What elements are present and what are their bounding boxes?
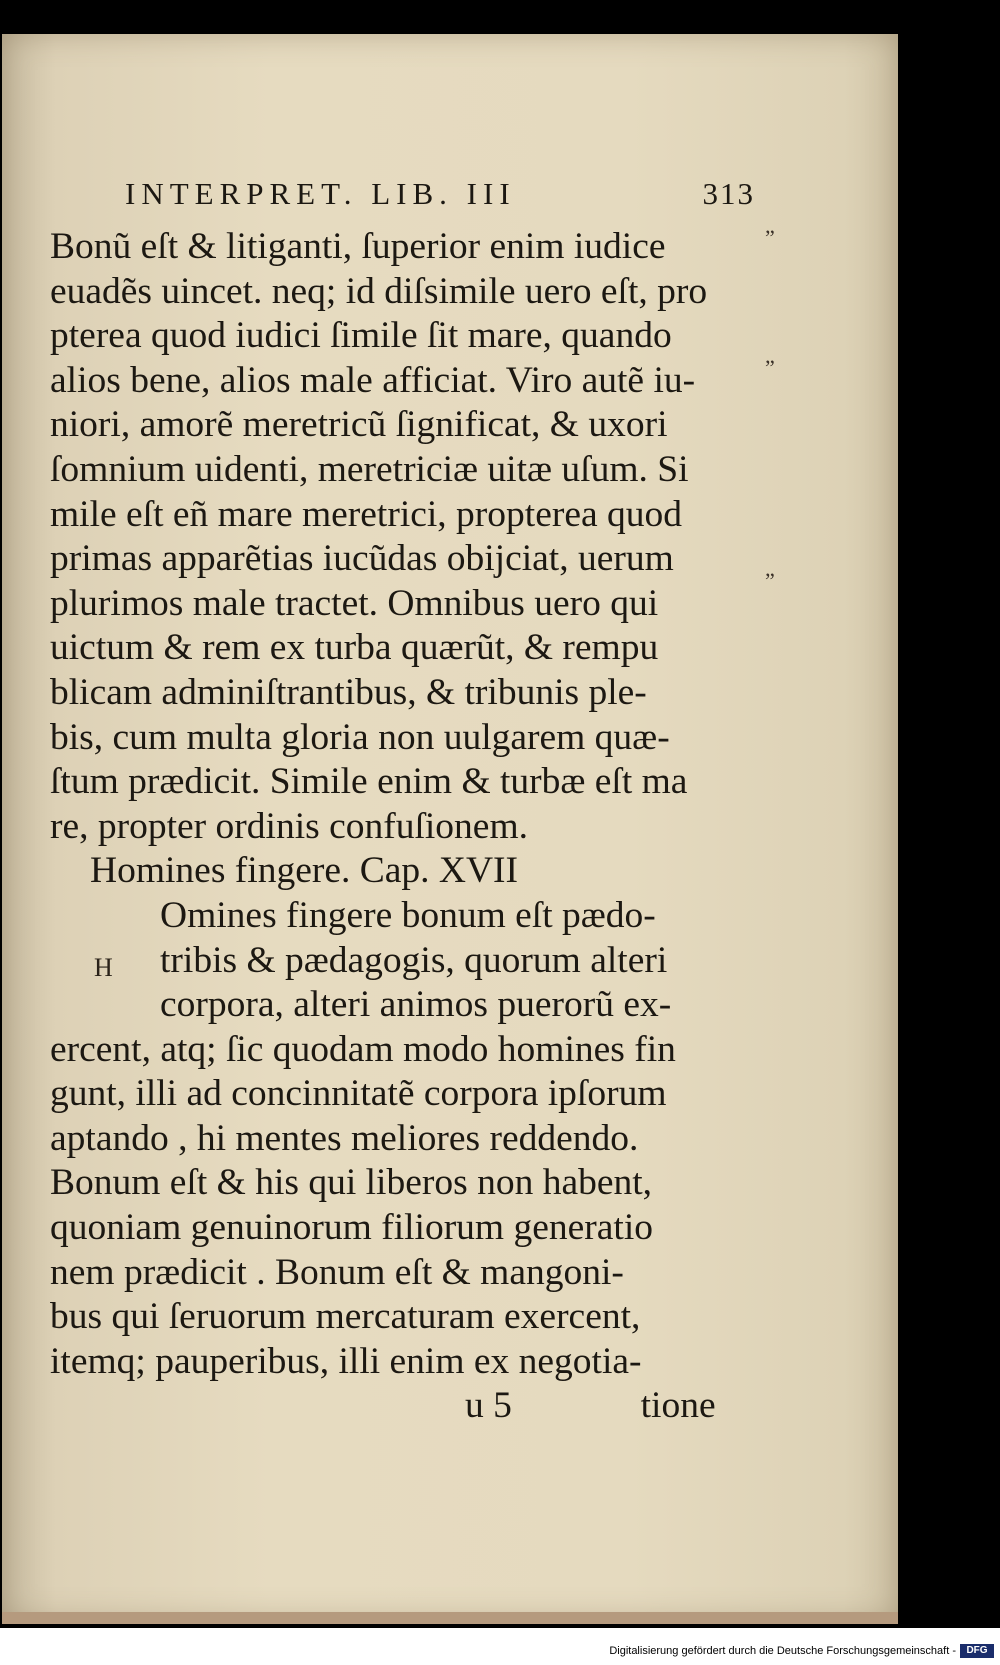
text-line: quoniam genuinorum filiorum generatio — [50, 1207, 653, 1249]
running-title: INTERPRET. LIB. III — [125, 176, 516, 211]
text-line: blicam adminiſtrantibus, & tribunis ple- — [50, 671, 647, 713]
text-line: Omines fingere bonum eſt pædo- — [160, 894, 656, 936]
body-text — [50, 225, 760, 1429]
text-line: niori, amorẽ meretricũ ſignificat, & uxori — [50, 404, 668, 446]
text-line: corpora, alteri animos puerorũ ex- — [160, 984, 672, 1026]
text-line: mile eſt eñ mare meretrici, propterea quod — [50, 493, 683, 535]
dfg-logo: DFG — [960, 1644, 994, 1658]
catchword: tione — [640, 1385, 716, 1427]
text-line: Bonum eſt & his qui liberos non habent, — [50, 1162, 653, 1204]
text-line: bus qui ſeruorum mercaturam exercent, — [50, 1296, 641, 1338]
text-line: nem prædicit . Bonum eſt & mangoni- — [50, 1251, 624, 1293]
chapter-heading: Homines fingere. Cap. XVII — [90, 850, 519, 892]
text-line: itemq; pauperibus, illi enim ex negotia- — [50, 1340, 642, 1382]
text-line: re, propter ordinis confuſionem. — [50, 805, 528, 847]
text-line: bis, cum multa gloria non uulgarem quæ- — [50, 716, 670, 758]
page-edge — [2, 1612, 898, 1624]
margin-quote-mark: ” — [765, 355, 775, 380]
text-line: aptando , hi mentes meliores reddendo. — [50, 1117, 639, 1159]
text-line: Bonũ eſt & litiganti, ſuperior enim iudice — [50, 226, 666, 267]
margin-quote-mark: ” — [765, 568, 775, 593]
text-line: tribis & pædagogis, quorum alteri — [160, 939, 668, 981]
text-line: ſtum prædicit. Simile enim & turbæ eſt ma — [50, 761, 688, 803]
text-line: gunt, illi ad concinnitatẽ corpora ipſorum — [50, 1073, 667, 1115]
running-head — [125, 176, 755, 212]
text-line: pterea quod iudici ſimile ſit mare, quando — [50, 315, 672, 357]
folio-number: 313 — [702, 176, 755, 211]
drop-initial: H — [94, 953, 113, 982]
text-line: ercent, atq; ſic quodam modo homines fin — [50, 1028, 676, 1070]
text-line: primas apparẽtias iucũdas obijciat, uerum — [50, 538, 674, 580]
signature-line — [50, 1384, 760, 1429]
text-line: alios bene, alios male afficiat. Viro autẽ iu- — [50, 359, 696, 401]
signature-mark: u 5 — [465, 1385, 512, 1427]
text-line: ſomnium uidenti, meretriciæ uitæ uſum. Si — [50, 448, 689, 490]
text-line: uictum & rem ex turba quærũt, & rempu — [50, 627, 659, 669]
digitization-credit: Digitalisierung gefördert durch die Deutsche Forschungsgemeinschaft - — [609, 1645, 956, 1657]
text-line: plurimos male tractet. Omnibus uero qui — [50, 582, 659, 624]
margin-quote-mark: ” — [765, 225, 775, 250]
text-line: euadẽs uincet. neq; id diſsimile uero eſt, pro — [50, 270, 708, 312]
